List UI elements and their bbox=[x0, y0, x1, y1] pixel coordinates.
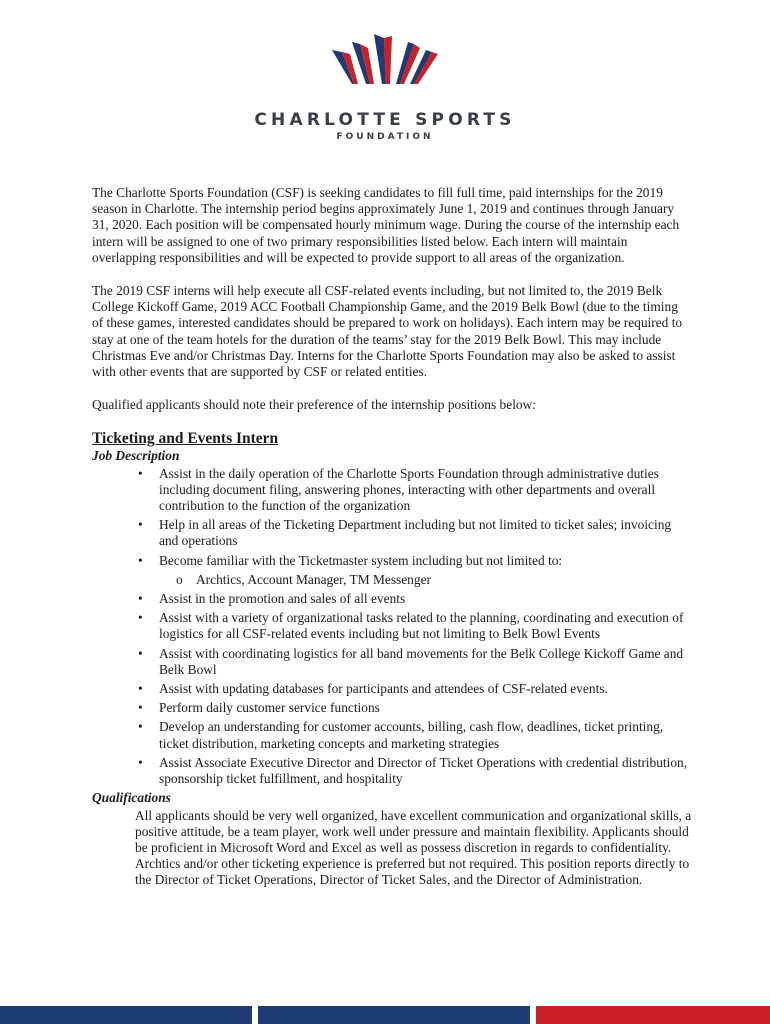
footer-bar-blue-left bbox=[0, 1006, 252, 1024]
list-item: • Help in all areas of the Ticketing Department including but not limited to ticket sales; invoicing and operations bbox=[92, 517, 692, 549]
list-item: • Assist Associate Executive Director and Director of Ticket Operations with credential distribution, sponsorship ticket fulfillment, and hospitality bbox=[92, 755, 692, 787]
charlotte-sports-foundation-logo bbox=[0, 28, 770, 148]
list-item: • Perform daily customer service functions bbox=[92, 700, 692, 716]
sub-list-item: o Archtics, Account Manager, TM Messenger bbox=[92, 572, 692, 588]
job-description-heading: Job Description bbox=[92, 448, 180, 464]
logo-wordmark: CHARLOTTE SPORTS bbox=[254, 110, 516, 130]
qualifications-text: All applicants should be very well organized, have excellent communication and organizational skills, a positive attitude, be a team player, work well under pressure and maintain flexibility. Applicants should be proficient in Microsoft Word and Excel as well as possess discretion in regards to confidentiality. Archtics and/or other ticketing experience is preferred but not required. This position reports directly to the Director of Ticket Operations, Director of Ticket Sales, and the Director of Administration. bbox=[135, 807, 692, 888]
qualifications-heading: Qualifications bbox=[92, 790, 171, 806]
logo-chevron-icon bbox=[330, 34, 440, 92]
intro-paragraph-3: Qualified applicants should note their preference of the internship positions below: bbox=[92, 397, 537, 413]
list-item: • Assist with a variety of organizational tasks related to the planning, coordinating and execution of logistics for all CSF-related events including but not limiting to Belk Bowl Events bbox=[92, 610, 692, 642]
sub-list bbox=[92, 572, 692, 588]
list-item: • Assist with coordinating logistics for all band movements for the Belk College Kickoff Game and Belk Bowl bbox=[92, 646, 692, 678]
sub-list-wrapper bbox=[92, 572, 692, 588]
footer-bar-blue-middle bbox=[258, 1006, 530, 1024]
list-item: • Develop an understanding for customer accounts, billing, cash flow, deadlines, ticket printing, ticket distribution, marketing concepts and marketing strategies bbox=[92, 719, 692, 751]
list-item: • Assist in the daily operation of the Charlotte Sports Foundation through administrative duties including document filing, answering phones, interacting with other departments and overall contribution to the function of the organization bbox=[92, 466, 692, 515]
logo-subtitle: FOUNDATION bbox=[336, 132, 434, 142]
intro-paragraph-1: The Charlotte Sports Foundation (CSF) is seeking candidates to fill full time, paid internships for the 2019 season in Charlotte. The internship period begins approximately June 1, 2019 and continues through January 31, 2020. Each position will be compensated hourly minimum wage. During the course of the internship each intern will be assigned to one of two primary responsibilities listed below. Each intern will maintain overlapping responsibilities and will be expected to provide support to all areas of the organization. bbox=[92, 185, 680, 265]
list-item: • Become familiar with the Ticketmaster system including but not limited to: bbox=[92, 553, 692, 569]
footer-color-bar bbox=[0, 1006, 770, 1024]
list-item: • Assist with updating databases for participants and attendees of CSF-related events. bbox=[92, 681, 692, 697]
job-description-list bbox=[92, 466, 692, 788]
footer-bar-red bbox=[536, 1006, 770, 1024]
intro-paragraph-2: The 2019 CSF interns will help execute all CSF-related events including, but not limited to, the 2019 Belk College Kickoff Game, 2019 ACC Football Championship Game, and the 2019 Belk Bowl (due to the timing of these games, interested candidates should be prepared to work on holidays). Each intern may be required to stay at one of the team hotels for the duration of the teams’ stay for the 2019 Belk Bowl. This may include Christmas Eve and/or Christmas Day. Interns for the Charlotte Sports Foundation may also be asked to assist with other events that are supported by CSF or related entities. bbox=[92, 283, 683, 380]
document-body bbox=[92, 185, 692, 889]
section-title: Ticketing and Events Intern bbox=[92, 430, 279, 448]
list-item: • Assist in the promotion and sales of all events bbox=[92, 591, 692, 607]
